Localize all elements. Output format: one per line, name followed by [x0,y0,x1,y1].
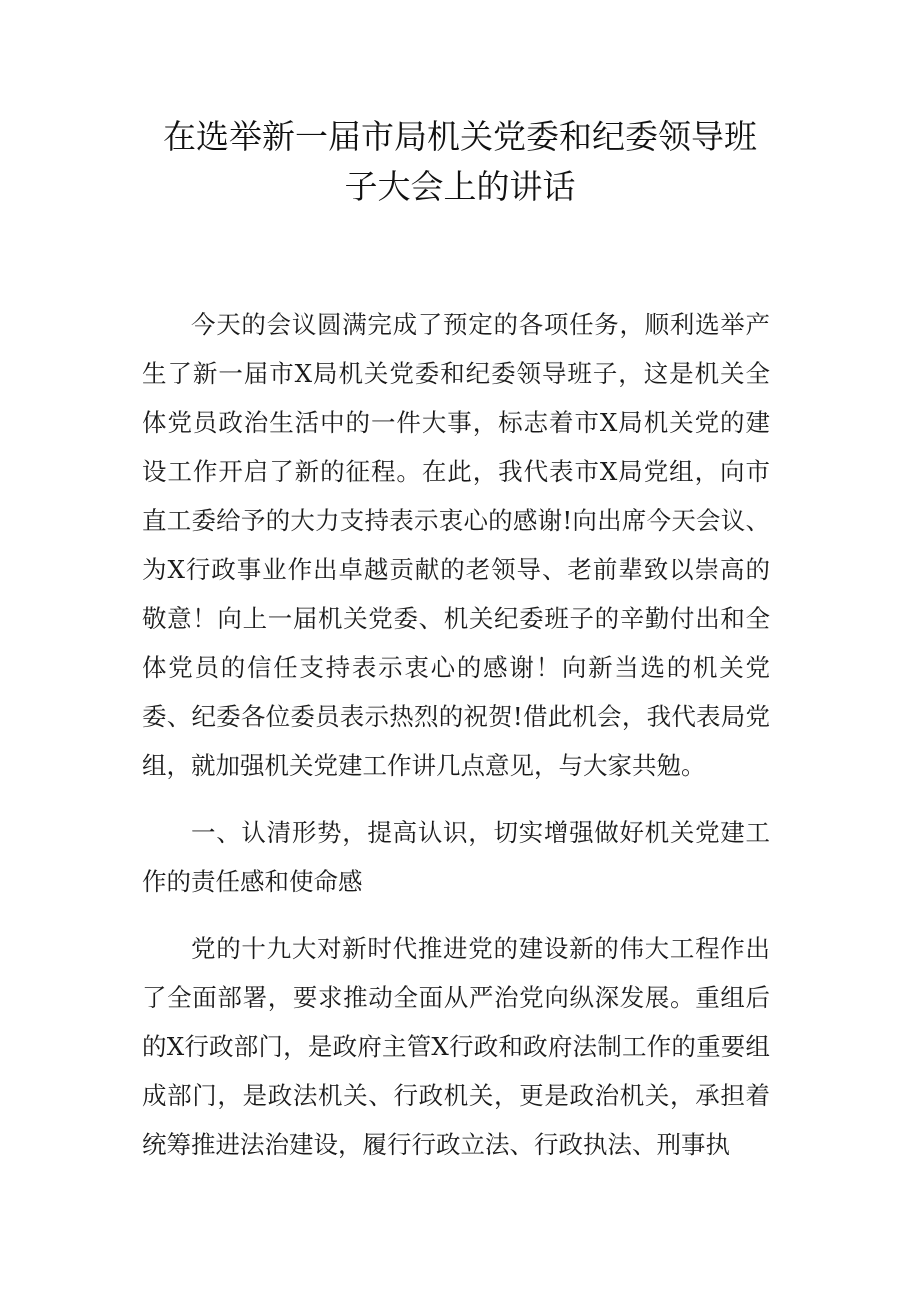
title-line-2: 子大会上的讲话 [344,167,576,206]
paragraph-intro: 今天的会议圆满完成了预定的各项任务，顺利选举产生了新一届市X局机关党委和纪委领导班子，这是机关全体党员政治生活中的一件大事，标志着市X局机关党的建设工作开启了新的征程。在此，我代表市X局党组，向市直工委给予的大力支持表示衷心的感谢!向出席今天会议、为X行政事业作出卓越贡献的老领导、老前辈致以崇高的敬意！向上一届机关党委、机关纪委班子的辛勤付出和全体党员的信任支持表示衷心的感谢！向新当选的机关党委、纪委各位委员表示热烈的祝贺!借此机会，我代表局党组，就加强机关党建工作讲几点意见，与大家共勉。 [142,310,770,780]
paragraph-section-1: 党的十九大对新时代推进党的建设新的伟大工程作出了全面部署，要求推动全面从严治党向纵深发展。重组后的X行政部门，是政府主管X行政和政府法制工作的重要组成部门，是政法机关、行政机关，更是政治机关，承担着统筹推进法治建设，履行行政立法、行政执法、刑事执 [142,934,770,1159]
document-body [142,300,770,1169]
section-heading-1: 一、认清形势，提高认识，切实增强做好机关党建工作的责任感和使命感 [142,818,770,896]
document-title [120,112,800,212]
title-line-1: 在选举新一届市局机关党委和纪委领导班 [163,117,757,156]
